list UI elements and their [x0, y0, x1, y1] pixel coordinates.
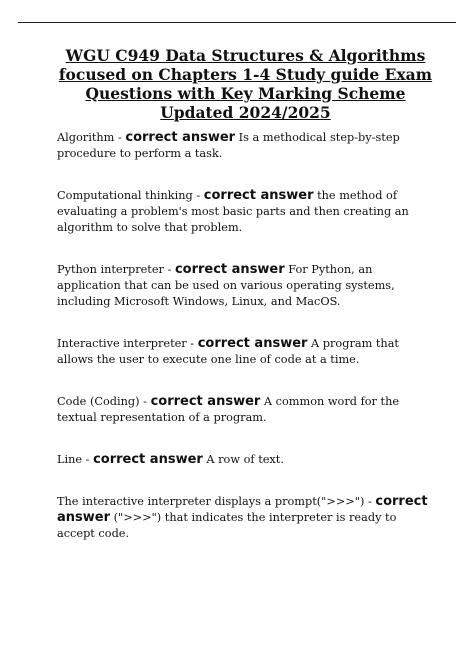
qa-entry-interactive-prompt — [57, 494, 434, 542]
definition: (">>>") that indicates the interpreter is ready to accept code. — [57, 511, 397, 540]
top-divider — [18, 22, 456, 23]
definition: A common word for the textual representation of a program. — [57, 395, 400, 424]
definition: For Python, an application that can be used on various operating systems, including Microsoft Windows, Linux, and MacOS. — [57, 263, 395, 308]
answer-label: correct answer — [150, 394, 261, 409]
qa-entry-interactive-interpreter — [57, 336, 434, 368]
answer-label: correct answer — [125, 130, 236, 145]
term: Code (Coding) - — [57, 395, 151, 408]
term: The interactive interpreter displays a prompt(">>>") - — [57, 495, 376, 508]
answer-label: correct answer — [174, 262, 285, 277]
term: Algorithm - — [57, 131, 126, 144]
term: Line - — [57, 453, 94, 466]
definition: the method of evaluating a problem's most basic parts and then creating an algorithm to solve that problem. — [57, 189, 409, 234]
answer-label: correct answer — [203, 188, 314, 203]
term: Interactive interpreter - — [57, 337, 198, 350]
definition: A row of text. — [202, 453, 284, 466]
term: Python interpreter - — [57, 263, 175, 276]
qa-entry-python-interpreter — [57, 262, 434, 310]
term: Computational thinking - — [57, 189, 204, 202]
definition: Is a methodical step-by-step procedure to perform a task. — [57, 131, 400, 160]
qa-entry-code — [57, 394, 434, 426]
qa-entry-computational-thinking — [57, 188, 434, 236]
answer-label: correct answer — [197, 336, 308, 351]
qa-entry-line — [57, 452, 434, 468]
answer-label: correct answer — [57, 494, 428, 525]
document-page — [57, 46, 434, 542]
definition: A program that allows the user to execute one line of code at a time. — [57, 337, 399, 366]
document-title: WGU C949 Data Structures & Algorithms focused on Chapters 1-4 Study guide Exam Questions with Key Marking Scheme Updated 2024/2025 — [58, 46, 433, 122]
qa-entry-algorithm — [57, 130, 434, 162]
answer-label: correct answer — [93, 452, 203, 467]
